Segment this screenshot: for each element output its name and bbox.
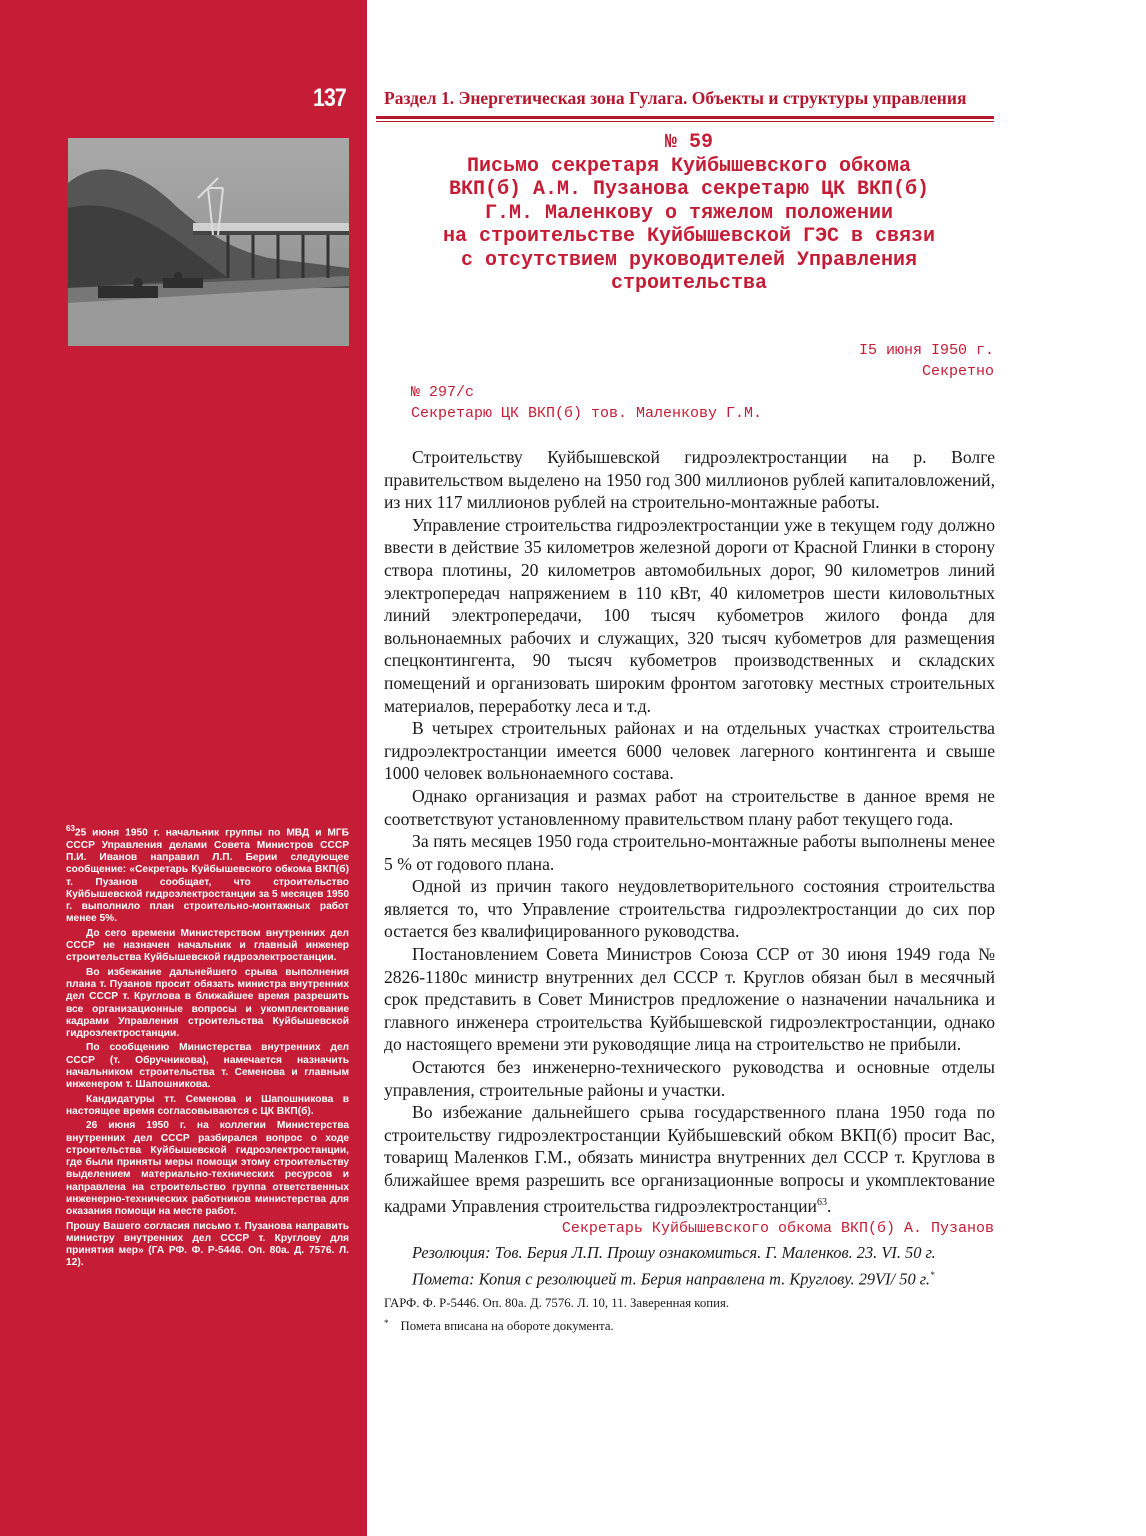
sidebar-footnote-number: 63 [66,824,75,833]
body-paragraph: В четырех строительных районах и на отдельных участках строительства гидроэлектростанции имеется 6000 человек лагерного контингента и свыше 1000 человек вольнонаемного состава. [384,718,995,784]
sidebar-footnote-para: До сего времени Министерством внутренних дел СССР не назначен начальник и главный инженер строительства Куйбышевской гидроэлектростанции. [66,927,349,964]
sidebar-panel [0,0,367,1536]
reference-number: № 297/с [411,384,475,401]
body-paragraph: Управление строительства гидроэлектростанции уже в текущем году должно ввести в действие 35 километров железной дороги от Красной Глинки в сторону створа плотины, 20 километров автомобильных дорог, 90 километров линий электропередач напряжением в 110 кВт, 40 километров шести киловольтных линий электропередачи, 100 тысяч кубометров жилого фонда для вольнонаемных рабочих и служащих, 320 тысяч кубометров для размещения спецконтингента, 90 тысяч кубометров производственных и складских помещений и организовать широким фронтом заготовку местных строительных материалов, переработку леса и т.д. [384,514,995,716]
signature: Секретарь Куйбышевского обкома ВКП(б) А. Пузанов [561,1220,994,1237]
title-line: на строительстве Куйбышевской ГЭС в связи [442,225,936,248]
title-line: строительства [610,272,768,295]
note-line: Помета: Копия с резолюцией т. Берия направлена т. Круглову. 29VI/ 50 г.* [412,1269,935,1289]
addressee: Секретарю ЦК ВКП(б) тов. Маленкову Г.М. [411,405,763,422]
page-number: 137 [313,84,346,112]
title-line: Г.М. Маленкову о тяжелом положении [484,201,894,225]
body-paragraph-last: Во избежание дальнейшего срыва государственного плана 1950 года по строительству гидроэлектростанции Куйбышевский обком ВКП(б) просит Вас, товарищ Маленков Г.М., обязать министра внутренних дел СССР т. Круглова в ближайшее время разрешить все организационные вопросы и укомплектование кадрами Управления строительства гидроэлектростанции$^{63}$. [384,1102,995,1216]
sidebar-footnote-closing: Прошу Вашего согласия письмо т. Пузанова направить министру внутренних дел СССР т. Круглову для принятия мер» (ГА РФ. Ф. Р-5446. Оп. 80а. Д. 7576. Л. 12). [66,1220,349,1269]
sidebar-footnote-para: $^{63}$25 июня 1950 г. начальник группы по МВД и МГБ СССР Управления делами Совета Министров СССР П.И. Иванов направил Л.П. Берии следующее сообщение: «Секретарь Куйбышевского обкома ВКП(б) т. Пузанов сообщает, что строительство Куйбышевской гидроэлектростанции за 5 месяцев 1950 г. выполнило план строительно-монтажных работ менее 5%. [66,824,349,925]
document-date: I5 июня I950 г. [858,342,994,359]
header-rule-thin [376,121,994,122]
note-mark: * [930,1270,935,1280]
sidebar-footnote-para: 26 июня 1950 г. на коллегии Министерства внутренних дел СССР разбирался вопрос о ходе строительства Куйбышевской гидроэлектростанции, где были приняты меры помощи этому строительству выделением материально-технических ресурсов и направлена на строительство группа ответственных инженерно-технических работников министерства для оказания помощи на месте работ. [66,1120,349,1218]
historical-photo [68,138,349,346]
body-paragraph: За пять месяцев 1950 года строительно-монтажные работы выполнены менее 5 % от годового плана. [384,831,995,874]
title-line: ВКП(б) А.М. Пузанова секретарю ЦК ВКП(б) [448,178,930,201]
photo-bridge-construction-icon [68,138,349,346]
letter-body [384,446,995,1217]
star-footnote-mark: * [384,1318,389,1328]
body-paragraph: Постановлением Совета Министров Союза ССР от 30 июня 1949 года № 2826-1180с министр внутренних дел СССР т. Круглов обязан был в месячный срок представить в Совет Министров предложение о назначении начальника и главного инженера строительства Куйбышевской гидроэлектростанции, однако до настоящего времени эти руководящие лица на строительство не прибыли. [384,944,995,1055]
sidebar-footnote-para: Во избежание дальнейшего срыва выполнения плана т. Пузанов просит обязать министра внутренних дел СССР т. Круглова в ближайшее время разрешить все организационные вопросы и укомплектование кадрами Управления строительства Куйбышевской гидроэлектростанции. [66,966,349,1040]
body-paragraph: Остаются без инженерно-технического руководства и основные отделы управления, строительные районы и участки. [384,1057,995,1100]
star-footnote: * Пометa вписана на обороте документа. [384,1318,614,1333]
footnote-ref: 63 [816,1196,827,1208]
sidebar-footnote-para: Кандидатуры тт. Семенова и Шапошникова в настоящее время согласовываются с ЦК ВКП(б). [66,1093,349,1117]
body-paragraph: Однако организация и размах работ на строительстве в данное время не соответствуют установленному правительством плану работ текущего года. [384,785,995,829]
header-rule [376,116,994,119]
document-title [383,131,995,296]
sidebar-footnote [66,823,349,1272]
section-title: Раздел 1. Энергетическая зона Гулага. Объекты и структуры управления [384,88,967,108]
body-paragraph: Одной из причин такого неудовлетворительного состояния строительства является то, что Управление строительства гидроэлектростанции до сих пор остается без квалифицированного руководства. [384,876,995,942]
sidebar-footnote-para: По сообщению Министерства внутренних дел СССР (т. Обручникова), намечается назначить начальником строительства т. Семенова и главным инженером т. Шапошникова. [66,1042,349,1091]
body-paragraph: Строительству Куйбышевской гидроэлектростанции на р. Волге правительством выделено на 1950 год 300 миллионов рублей капиталовложений, из них 117 миллионов рублей на строительно-монтажные работы. [384,447,995,513]
classification-label: Секретно [921,363,994,380]
title-line: Письмо секретаря Куйбышевского обкома [466,154,912,178]
resolution-block [412,1242,936,1290]
title-line: с отсутствием руководителей Управления [460,248,918,272]
resolution-line: Резолюция: Тов. Берия Л.П. Прошу ознакомиться. Г. Маленков. 23. VI. 50 г. [412,1243,936,1262]
archive-reference: ГАРФ. Ф. Р-5446. Оп. 80а. Д. 7576. Л. 10, 11. Заверенная копия. [384,1296,730,1310]
document-number: № 59 [664,131,713,154]
